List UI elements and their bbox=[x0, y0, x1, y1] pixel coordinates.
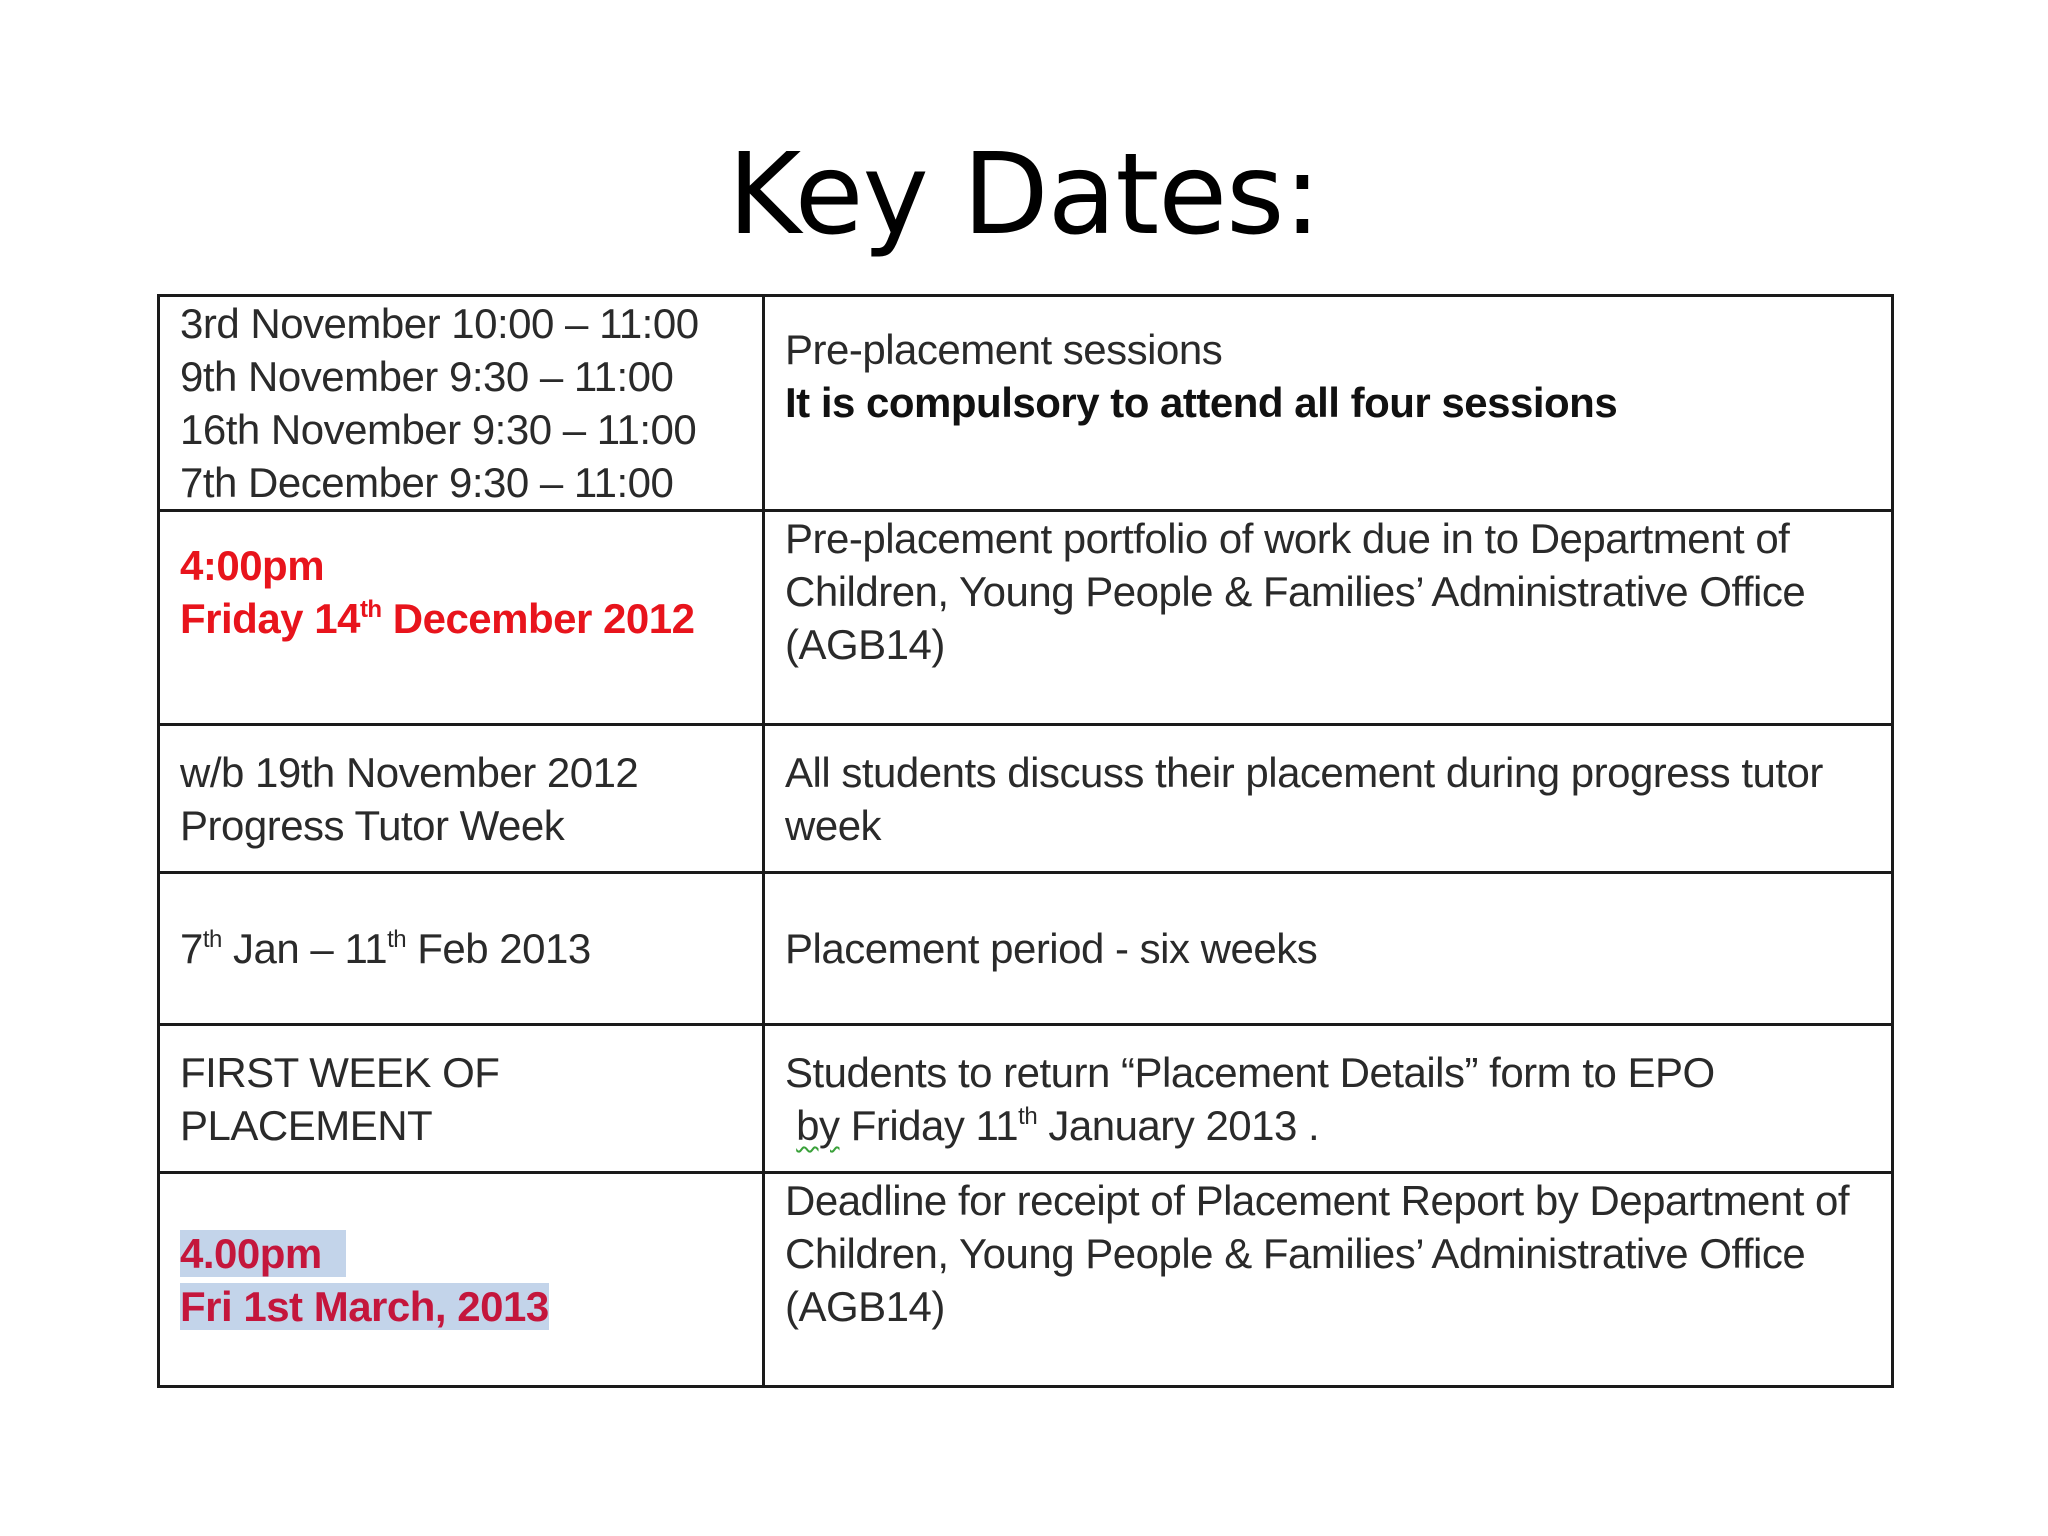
description-cell bbox=[764, 725, 1893, 873]
date-cell bbox=[159, 873, 764, 1025]
description-line: Placement period - six weeks bbox=[785, 925, 1318, 972]
description-cell bbox=[764, 511, 1893, 725]
session-date-1: 3rd November 10:00 – 11:00 bbox=[180, 300, 699, 347]
session-date-2: 9th November 9:30 – 11:00 bbox=[180, 353, 674, 400]
table-row bbox=[159, 1173, 1893, 1387]
session-date-4: 7th December 9:30 – 11:00 bbox=[180, 459, 674, 506]
description-line: Students to return “Placement Details” form to EPO bbox=[785, 1049, 1715, 1096]
deadline-date: Friday 14th December 2012 bbox=[180, 595, 695, 642]
date-line: FIRST WEEK OF bbox=[180, 1049, 500, 1096]
description-line: (AGB14) bbox=[785, 621, 945, 668]
placement-dates: 7th Jan – 11th Feb 2013 bbox=[180, 925, 591, 972]
key-dates-table bbox=[157, 294, 1894, 1388]
date-cell bbox=[159, 1173, 764, 1387]
session-date-3: 16th November 9:30 – 11:00 bbox=[180, 406, 697, 453]
description-line: Deadline for receipt of Placement Report by Department of bbox=[785, 1177, 1850, 1224]
spellcheck-word: by bbox=[796, 1102, 840, 1149]
description-cell bbox=[764, 873, 1893, 1025]
description-cell bbox=[764, 296, 1893, 511]
date-line: Progress Tutor Week bbox=[180, 802, 565, 849]
date-cell bbox=[159, 296, 764, 511]
date-cell bbox=[159, 725, 764, 873]
table-row bbox=[159, 725, 1893, 873]
table-row bbox=[159, 511, 1893, 725]
table-row bbox=[159, 1025, 1893, 1173]
description-cell bbox=[764, 1025, 1893, 1173]
description-line: (AGB14) bbox=[785, 1283, 945, 1330]
description-line: Children, Young People & Families’ Administrative Office bbox=[785, 568, 1806, 615]
table-row bbox=[159, 873, 1893, 1025]
compulsory-note: It is compulsory to attend all four sessions bbox=[785, 379, 1618, 426]
deadline-time: 4:00pm bbox=[180, 542, 325, 589]
description-line: Children, Young People & Families’ Administrative Office bbox=[785, 1230, 1806, 1277]
date-cell bbox=[159, 1025, 764, 1173]
deadline-date: Fri 1st March, 2013 bbox=[180, 1283, 549, 1330]
date-line: w/b 19th November 2012 bbox=[180, 749, 639, 796]
description-cell bbox=[764, 1173, 1893, 1387]
description-line: Pre-placement portfolio of work due in to Department of bbox=[785, 515, 1790, 562]
description-line: by Friday 11th January 2013 . bbox=[796, 1102, 1320, 1149]
deadline-time: 4.00pm bbox=[180, 1227, 762, 1280]
description-line: week bbox=[785, 802, 882, 849]
date-cell bbox=[159, 511, 764, 725]
table-row bbox=[159, 296, 1893, 511]
description-line: All students discuss their placement during progress tutor bbox=[785, 749, 1823, 796]
date-line: PLACEMENT bbox=[180, 1102, 433, 1149]
description-text: Pre-placement sessions bbox=[785, 326, 1223, 373]
slide-title: Key Dates: bbox=[727, 130, 1321, 260]
